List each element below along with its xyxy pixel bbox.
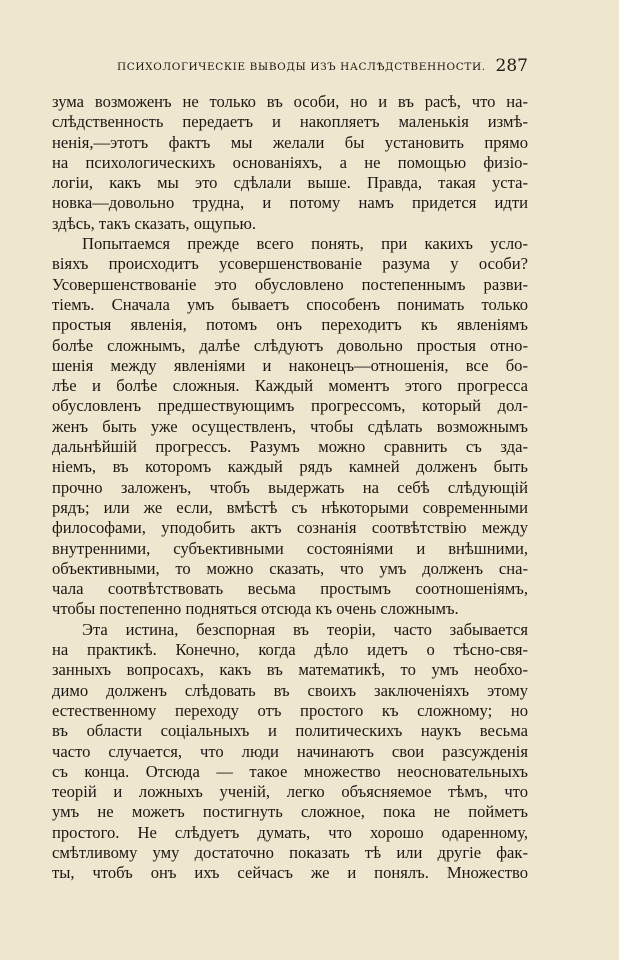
text-line: здѣсь, такъ сказать, ощупью. xyxy=(52,213,257,233)
text-line: въ области соціальныхъ и политическихъ наукъ весьма xyxy=(52,721,528,741)
text-line: логіи, какъ мы это сдѣлали выше. Правда, такая уста- xyxy=(52,173,528,193)
text-line: Эта истина, безспорная въ теоріи, часто забывается xyxy=(82,619,528,639)
text-line: зума возможенъ не только въ особи, но и въ расѣ, что на- xyxy=(52,92,528,111)
text-line: болѣе сложнымъ, далѣе слѣдуютъ довольно простыя отно- xyxy=(52,335,528,355)
running-head: ПСИХОЛОГИЧЕСКІЕ ВЫВОДЫ ИЗЪ НАСЛѢДСТВЕННОСТИ. xyxy=(117,61,486,73)
text-line: чала соотвѣтствовать весьма простымъ соотношеніямъ, xyxy=(52,579,528,599)
text-line: обусловленъ предшествующимъ прогрессомъ, который дол- xyxy=(52,396,528,416)
body-text xyxy=(52,92,528,884)
text-line: теорій и ложныхъ ученій, легко объясняемое тѣмъ, что xyxy=(52,782,528,802)
text-line: простыя явленія, потомъ онъ переходитъ къ явленіямъ xyxy=(52,315,528,335)
text-line: шенія между явленіями и наконецъ—отношенія, все бо- xyxy=(52,355,528,375)
text-line: ненія,—этотъ фактъ мы желали бы установить прямо xyxy=(52,132,528,152)
text-line: прочно заложенъ, чтобъ выдержать на себѣ слѣдующій xyxy=(52,477,528,497)
page-header xyxy=(52,56,530,80)
text-line: внутренними, субъективными состояніями и внѣшними, xyxy=(52,538,528,558)
text-line: Усовершенствованіе это обусловлено постепеннымъ разви- xyxy=(52,274,528,294)
page-number: 287 xyxy=(495,56,528,76)
text-line: тіемъ. Сначала умъ бываетъ способенъ понимать только xyxy=(52,294,528,314)
text-line: рядъ; или же если, вмѣстѣ съ нѣкоторыми современными xyxy=(52,497,528,517)
text-line: умъ не можетъ постигнуть сложное, пока не пойметъ xyxy=(52,802,528,822)
text-line: димо долженъ слѣдовать въ своихъ заключеніяхъ этому xyxy=(52,680,528,700)
text-line: ніемъ, въ которомъ каждый рядъ камней долженъ быть xyxy=(52,457,528,477)
text-line: смѣтливому уму достаточно показать тѣ или другіе фак- xyxy=(52,842,528,862)
text-line: съ конца. Отсюда — такое множество неосновательныхъ xyxy=(52,761,528,781)
text-line: философами, уподобить актъ сознанія соотвѣтствію между xyxy=(52,518,528,538)
text-line: простого. Не слѣдуетъ думать, что хорошо одаренному, xyxy=(52,822,528,842)
text-line: часто случается, что люди начинаютъ свои разсужденія xyxy=(52,741,528,761)
text-line: на практикѣ. Конечно, когда дѣло идетъ о тѣсно-свя- xyxy=(52,640,528,660)
text-line: естественному переходу отъ простого къ сложному; но xyxy=(52,700,528,720)
text-line: віяхъ происходитъ усовершенствованіе разума у особи? xyxy=(52,254,528,274)
text-line: чтобы постепенно подняться отсюда къ очень сложнымъ. xyxy=(52,599,459,619)
text-line: объективными, то можно сказать, что умъ долженъ сна- xyxy=(52,558,528,578)
text-line: дальнѣйшій прогрессъ. Разумъ можно сравнить съ зда- xyxy=(52,437,528,457)
text-line: на психологическихъ основаніяхъ, а не помощью физіо- xyxy=(52,152,528,172)
text-line: лѣе и болѣе сложныя. Каждый моментъ этого прогресса xyxy=(52,376,528,396)
text-line: слѣдственность передаетъ и накопляетъ маленькія измѣ- xyxy=(52,112,528,132)
text-line: новка—довольно трудна, и потому намъ придется идти xyxy=(52,193,528,213)
text-line: женъ быть уже осуществленъ, чтобы сдѣлать возможнымъ xyxy=(52,416,528,436)
text-line: ты, чтобъ онъ ихъ сейчасъ же и понялъ. Множество xyxy=(52,863,528,883)
text-line: занныхъ вопросахъ, какъ въ математикѣ, то умъ необхо- xyxy=(52,660,528,680)
text-line: Попытаемся прежде всего понять, при какихъ усло- xyxy=(82,234,528,254)
